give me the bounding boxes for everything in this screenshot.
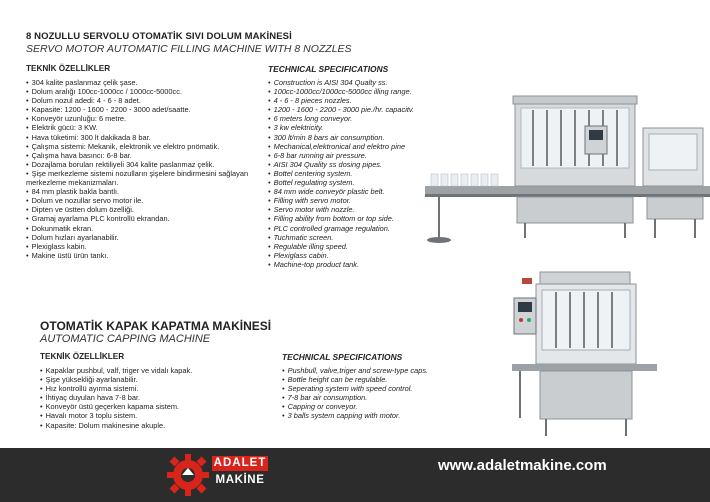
spec-item: • Makine üstü ürün tankı. [26,251,276,260]
spec-item: • Gramaj ayarlama PLC kontrollü ekrandan. [26,214,276,223]
spec-item: • Havalı motor 3 toplu sistem. [40,411,192,420]
spec-item: • Hız kontrollü ayırma sistemi. [40,384,192,393]
spec-item: • Konveyör uzunluğu: 6 metre. [26,114,276,123]
spec-item: • Dokunmatik ekran. [26,224,276,233]
spec-item: • 7-8 bar air consumption. [282,393,428,402]
spec-item: • 304 kalite paslanmaz çelik şase. [26,78,276,87]
filling-specs-tr-list [26,78,276,260]
spec-item: • 84 mm wide conveyör plastic belt. [268,187,414,196]
filling-machine-image [425,88,710,266]
website-link[interactable]: www.adaletmakine.com [438,457,607,474]
brand-bottom-label: MAKİNE [215,474,265,486]
spec-item: • Bottle height can be regulable. [282,375,428,384]
spec-item: • Dolum aralığı 100cc-1000cc / 1000cc-5000cc. [26,87,276,96]
spec-item: • Elektrik gücü: 3 KW. [26,123,276,132]
spec-item: • 3 kw elektricity. [268,123,414,132]
spec-item: • 3 balls system capping with motor. [282,411,428,420]
spec-item: • 1200 - 1600 - 2200 - 3000 pie./hr. capacitv. [268,105,414,114]
capping-specs-en-list [282,366,428,421]
spec-item: • Capping or conveyor. [282,402,428,411]
spec-item: • Şişe merkezleme sistemi nozulların şişelere bindirmesini sağlayan merkezleme mekanizmaları. [26,169,276,187]
spec-item: • Bottel centering system. [268,169,414,178]
spec-item: • Pushbull, valve,triger and screw-type caps. [282,366,428,375]
spec-item: • Bottel regulating system. [268,178,414,187]
spec-item: • Kapasite: Dolum makinesine akuple. [40,421,192,430]
spec-item: • Dozajlama boruları rektiliyeli 304 kalite paslanmaz çelik. [26,160,276,169]
capping-title-tr: OTOMATİK KAPAK KAPATMA MAKİNESİ [40,319,272,333]
gear-logo-icon [165,452,211,498]
spec-item: • Machine-top product tank. [268,260,414,269]
capping-specs-tr-list [40,366,192,430]
spec-item: • Filling ability from bottom or top side. [268,214,414,223]
spec-item: • PLC controlled gramage regulation. [268,224,414,233]
spec-item: • Regulable illing speed. [268,242,414,251]
capping-specs-tr-heading: TEKNİK ÖZELLİKLER [40,352,125,361]
spec-item: • AISI 304 Quality ss dosing pipes. [268,160,414,169]
spec-item: • Çalışma sistemi: Mekanik, elektronik ve elektro pnömatik. [26,142,276,151]
spec-item: • Dipten ve üstten dolum özelliği. [26,205,276,214]
capping-machine-image [512,268,657,443]
filling-title-tr: 8 NOZULLU SERVOLU OTOMATİK SIVI DOLUM MAKİNESİ [26,31,292,42]
filling-specs-en-list [268,78,414,269]
spec-item: • Şişe yüksekliği ayarlanabilir. [40,375,192,384]
spec-item: • 100cc-1000cc/1000cc-5000cc illing range. [268,87,414,96]
spec-item: • Filling with servo motor. [268,196,414,205]
filling-specs-en-heading: TECHNICAL SPECIFICATIONS [268,64,389,74]
spec-item: • Kapasite: 1200 - 1600 - 2200 - 3000 adet/saatte. [26,105,276,114]
spec-item: • Plexiglass cabin. [268,251,414,260]
spec-item: • Construction is AISI 304 Qualty ss. [268,78,414,87]
capping-specs-en-heading: TECHNICAL SPECIFICATIONS [282,352,403,362]
spec-item: • Çalışma hava basıncı: 6-8 bar. [26,151,276,160]
filling-title-en: SERVO MOTOR AUTOMATIC FILLING MACHINE WITH 8 NOZZLES [26,43,352,55]
spec-item: • Hava tüketimi: 300 lt dakikada 8 bar. [26,133,276,142]
spec-item: • Konveyör üstü geçerken kapama sistem. [40,402,192,411]
spec-item: • 4 - 6 - 8 pieces nozzles. [268,96,414,105]
brand-top-label: ADALET [213,457,267,469]
spec-item: • Mechanical,elektronical and elektro pine [268,142,414,151]
spec-item: • 6-8 bar running air pressure. [268,151,414,160]
spec-item: • 6 meters long conveyor. [268,114,414,123]
spec-item: • Dolum nozul adedi: 4 - 6 - 8 adet. [26,96,276,105]
spec-item: • 300 lt/min 8 bars air consumption. [268,133,414,142]
spec-item: • Dolum hızları ayarlanabilir. [26,233,276,242]
spec-item: • Kapaklar pushbul, valf, triger ve vidalı kapak. [40,366,192,375]
spec-item: • Tuchmatic screen. [268,233,414,242]
filling-specs-tr-heading: TEKNİK ÖZELLİKLER [26,64,111,73]
spec-item: • Seperating system with speed control. [282,384,428,393]
spec-item: • Servo motor with nozzle. [268,205,414,214]
spec-item: • Plexiglass kabin. [26,242,276,251]
spec-item: • İhtiyaç duyulan hava 7-8 bar. [40,393,192,402]
spec-item: • Dolum ve nozullar servo motor ile. [26,196,276,205]
capping-title-en: AUTOMATIC CAPPING MACHINE [40,333,211,345]
spec-item: • 84 mm plastik bakla bantlı. [26,187,276,196]
